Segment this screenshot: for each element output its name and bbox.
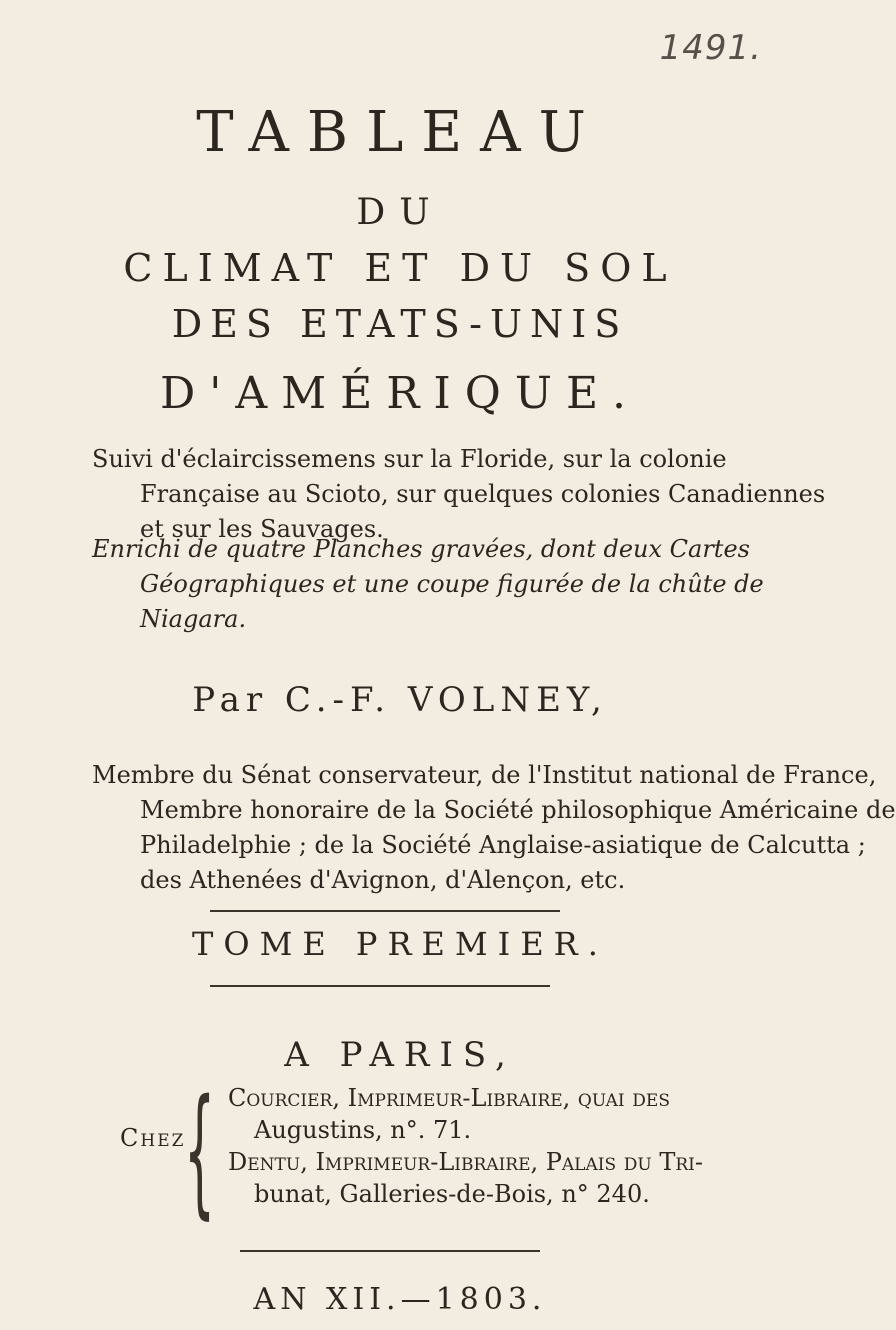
subtitle-enrichi bbox=[92, 532, 772, 637]
author-credentials bbox=[92, 758, 896, 898]
title-du: DU bbox=[356, 192, 444, 233]
title-line-climat: CLIMAT ET DU SOL bbox=[123, 246, 677, 290]
imprint-line-4: bunat, Galleries-de-Bois, n° 240. bbox=[254, 1180, 650, 1208]
suivi-line-2: Française au Scioto, sur quelques colonies Canadiennes bbox=[140, 480, 826, 508]
rule-below-tome bbox=[210, 985, 550, 987]
imprint-chez: Chez bbox=[120, 1124, 186, 1152]
title-line-amerique: D'AMÉRIQUE. bbox=[159, 368, 641, 419]
membre-line-1: Membre du Sénat conservateur, de l'Institut national de France, bbox=[92, 761, 877, 789]
enrichi-line-1: Enrichi de quatre Planches gravées, dont deux Cartes bbox=[92, 535, 750, 563]
shelfmark-annotation: 1491. bbox=[659, 28, 762, 68]
enrichi-line-3: Niagara. bbox=[140, 605, 247, 633]
title-main: TABLEAU bbox=[196, 100, 604, 165]
membre-line-3: Philadelphie ; de la Société Anglaise-asiatique de Calcutta ; bbox=[140, 831, 866, 859]
imprint-line-2: Augustins, n°. 71. bbox=[254, 1116, 472, 1144]
author-line: Par C.-F. VOLNEY, bbox=[192, 680, 608, 720]
publication-date: AN XII.—1803. bbox=[253, 1282, 547, 1317]
rule-above-date bbox=[240, 1250, 540, 1252]
enrichi-line-2: Géographiques et une coupe figurée de la chûte de bbox=[140, 570, 764, 598]
imprint-line-1: Courcier, Imprimeur-Libraire, quai des bbox=[228, 1084, 670, 1112]
imprint-city: A PARIS, bbox=[284, 1035, 516, 1075]
rule-above-tome bbox=[210, 910, 560, 912]
volume-label: TOME PREMIER. bbox=[192, 925, 608, 963]
membre-line-2: Membre honoraire de la Société philosophique Américaine de bbox=[140, 796, 896, 824]
suivi-line-3: et sur les Sauvages. bbox=[140, 515, 384, 543]
imprint-line-3: Dentu, Imprimeur-Libraire, Palais du Tri- bbox=[228, 1148, 703, 1176]
membre-line-4: des Athenées d'Avignon, d'Alençon, etc. bbox=[140, 866, 626, 894]
title-line-etats: DES ETATS-UNIS bbox=[171, 302, 629, 346]
suivi-line-1: Suivi d'éclaircissemens sur la Floride, sur la colonie bbox=[92, 445, 727, 473]
imprint-addresses bbox=[228, 1082, 703, 1210]
brace-glyph: { bbox=[184, 1070, 216, 1233]
